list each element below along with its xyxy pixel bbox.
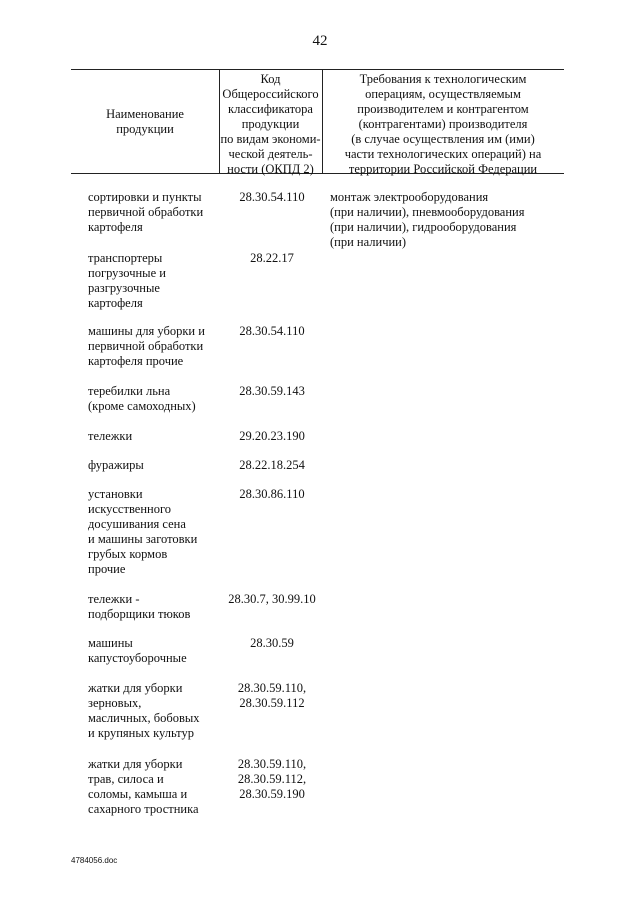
okpd-code-cell: 28.30.59.143 (239, 384, 305, 398)
okpd-code-cell: 28.30.7, 30.99.10 (228, 592, 316, 606)
footer-filename: 4784056.doc (71, 856, 118, 865)
product-name-cell: жатки для уборки зерновых, масличных, бобовых и крупяных культур (88, 681, 200, 740)
okpd-code-cell: 28.30.54.110 (239, 324, 305, 338)
page-number: 42 (312, 33, 328, 49)
okpd-code-cell: 28.30.86.110 (239, 487, 305, 501)
okpd-code-cell: 29.20.23.190 (239, 429, 305, 443)
product-name-cell: тележки (88, 429, 133, 443)
product-name-cell: установки искусственного досушивания сена и машины заготовки грубых кормов прочие (88, 487, 198, 576)
product-name-cell: тележки - подборщики тюков (88, 592, 191, 621)
header-product-name: Наименование продукции (106, 107, 184, 136)
okpd-code-cell: 28.22.18.254 (239, 458, 305, 472)
product-name-cell: сортировки и пункты первичной обработки картофеля (88, 190, 204, 234)
header-requirements: Требования к технологическим операциям, осуществляемым производителем и контрагентом (контрагентами) производителя (в случае осуществления им (ими) части технологических операций) на территории Российской Федерации (344, 72, 542, 176)
okpd-code-cell: 28.30.54.110 (239, 190, 305, 204)
product-name-cell: машины капустоуборочные (88, 636, 187, 665)
requirements-cell: монтаж электрооборудования (при наличии), пневмооборудования (при наличии), гидрооборудования (при наличии) (330, 190, 525, 249)
product-name-cell: теребилки льна (кроме самоходных) (88, 384, 196, 413)
okpd-code-cell: 28.30.59 (250, 636, 294, 650)
product-name-cell: транспортеры погрузочные и разгрузочные картофеля (88, 251, 166, 310)
okpd-code-cell: 28.22.17 (250, 251, 294, 265)
okpd-code-cell: 28.30.59.110, 28.30.59.112 (237, 681, 307, 710)
okpd-code-cell: 28.30.59.110, 28.30.59.112, 28.30.59.190 (237, 757, 307, 801)
product-name-cell: машины для уборки и первичной обработки картофеля прочие (88, 324, 205, 368)
header-okpd-code: Код Общероссийского классификатора продукции по видам экономи- ческой деятель- ности (ОКПД 2) (220, 72, 321, 176)
product-name-cell: жатки для уборки трав, силоса и соломы, камыша и сахарного тростника (88, 757, 199, 816)
product-name-cell: фуражиры (88, 458, 144, 472)
